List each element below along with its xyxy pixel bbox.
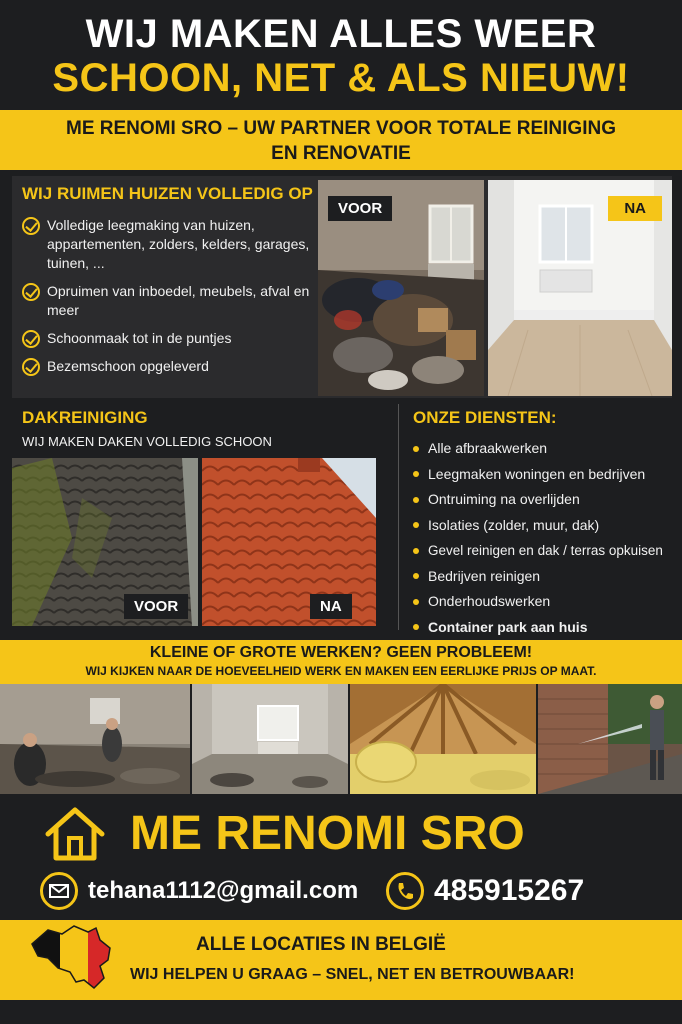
bullet-icon [413,599,419,605]
check-icon [22,330,40,348]
phone-number[interactable]: 485915267 [434,874,585,907]
after-label: NA [608,196,662,221]
attic-insulation-photo [350,684,536,794]
list-item: Schoonmaak tot in de puntjes [22,329,312,348]
list-item: Ontruiming na overlijden [413,487,681,513]
bullet-icon [413,624,419,630]
bullet-icon [413,548,419,554]
mossy-roof-photo [12,458,198,626]
belgium-map-icon [30,922,120,992]
house-icon [42,804,108,864]
promo-line2: WIJ KIJKEN NAAR DE HOEVEELHEID WERK EN MAKEN EEN EERLIJKE PRIJS OP MAAT. [85,664,597,678]
list-item: Bezemschoon opgeleverd [22,357,312,376]
list-item: Leegmaken woningen en bedrijven [413,462,681,488]
tagline-banner [0,110,682,170]
list-item: Container park aan huis [413,615,681,641]
bullet-icon [413,573,419,579]
services-panel [398,404,676,635]
list-item: Onderhoudswerken [413,589,681,615]
bullet-icon [413,522,419,528]
bullet-icon [413,497,419,503]
list-item: Volledige leegmaking van huizen, appartementen, zolders, kelders, garages, tuinen, ... [22,216,312,273]
cluttered-room-photo [318,180,484,396]
email-address[interactable]: tehana1112@gmail.com [88,877,359,904]
list-item: Gevel reinigen en dak / terras opkuisen [413,538,681,564]
check-icon [22,217,40,235]
footer-line2: WIJ HELPEN U GRAAG – SNEL, NET EN BETROUWBAAR! [130,966,575,983]
before-label: VOOR [328,196,392,221]
header [0,0,682,108]
clearout-list [22,216,312,385]
check-icon [22,358,40,376]
phone-icon [386,872,424,910]
list-item: Isolaties (zolder, muur, dak) [413,513,681,539]
clean-roof-photo [202,458,376,626]
envelope-icon [40,872,78,910]
email-contact[interactable] [40,870,358,912]
bullet-icon [413,471,419,477]
list-item: Alle afbraakwerken [413,436,681,462]
clean-room-photo [488,180,672,396]
list-item: Bedrijven reinigen [413,564,681,590]
services-title: ONZE DIENSTEN: [413,408,557,427]
phone-contact[interactable] [386,870,584,912]
demolition-photo [0,684,190,794]
promo-banner [0,640,682,684]
footer-line1: ALLE LOCATIES IN BELGIË [196,934,446,955]
pressure-washing-photo [538,684,682,794]
tagline-line1: ME RENOMI SRO – UW PARTNER VOOR TOTALE REINIGING [66,118,616,139]
brand-name: ME RENOMI SRO [130,807,525,860]
check-icon [22,283,40,301]
clearout-title: WIJ RUIMEN HUIZEN VOLLEDIG OP [22,184,313,203]
headline-line2: SCHOON, NET & ALS NIEUW! [52,56,630,100]
roof-subtitle: WIJ MAKEN DAKEN VOLLEDIG SCHOON [22,434,272,449]
stripped-room-photo [192,684,348,794]
list-item: Opruimen van inboedel, meubels, afval en meer [22,282,312,320]
bullet-icon [413,446,419,452]
services-list [413,436,681,640]
roof-before-label: VOOR [124,594,188,619]
promo-line1: KLEINE OF GROTE WERKEN? GEEN PROBLEEM! [149,644,533,661]
tagline-line2: EN RENOVATIE [271,143,411,164]
headline-line1: WIJ MAKEN ALLES WEER [85,12,597,56]
roof-after-label: NA [310,594,352,619]
roof-title: DAKREINIGING [22,408,148,427]
